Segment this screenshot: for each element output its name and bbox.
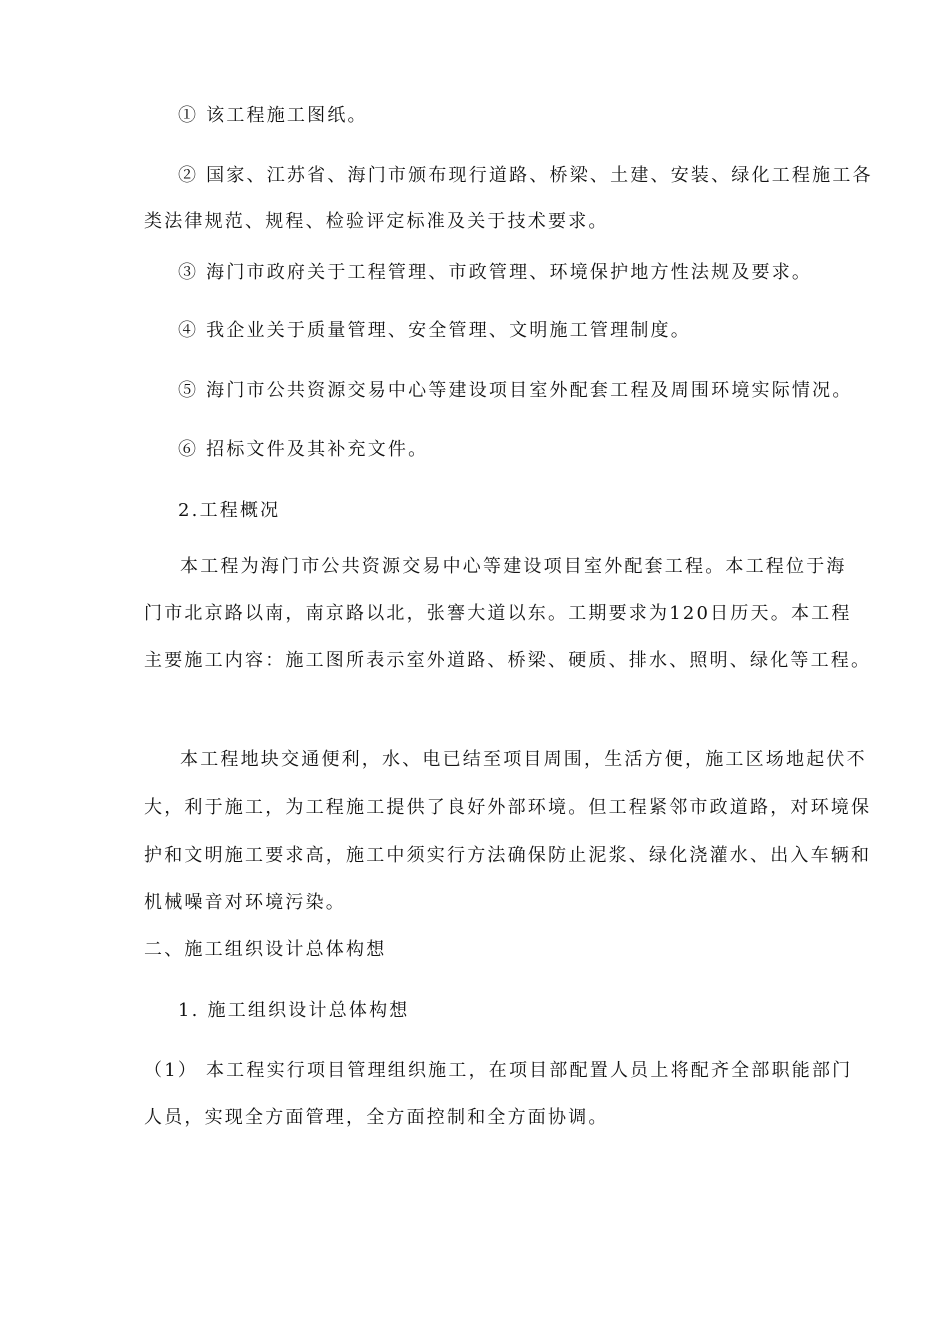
item-1-line-2: 人员，实现全方面管理，全方面控制和全方面协调。 — [144, 1107, 609, 1128]
environment-line-2: 大，利于施工，为工程施工提供了良好外部环境。但工程紧邻市政道路，对环境保 — [144, 797, 872, 818]
basis-item-2: ② 国家、江苏省、海门市颁布现行道路、桥梁、土建、安装、绿化工程施工各 — [178, 165, 873, 186]
basis-item-5: ⑤ 海门市公共资源交易中心等建设项目室外配套工程及周围环境实际情况。 — [178, 380, 853, 401]
section-2-heading: 2.工程概况 — [178, 500, 281, 521]
basis-item-1: ① 该工程施工图纸。 — [178, 105, 368, 126]
environment-line-1: 本工程地块交通便利，水、电已结至项目周围，生活方便，施工区场地起伏不 — [180, 749, 867, 770]
item-1-line-1: （1） 本工程实行项目管理组织施工，在项目部配置人员上将配齐全部职能部门 — [144, 1060, 853, 1081]
overview-line-3: 主要施工内容：施工图所表示室外道路、桥梁、硬质、排水、照明、绿化等工程。 — [144, 650, 872, 671]
overview-line-2: 门市北京路以南，南京路以北，张謇大道以东。工期要求为120日历天。本工程 — [144, 603, 852, 624]
subsection-1-heading: 1. 施工组织设计总体构想 — [178, 1000, 410, 1021]
basis-item-4: ④ 我企业关于质量管理、安全管理、文明施工管理制度。 — [178, 320, 691, 341]
overview-line-1: 本工程为海门市公共资源交易中心等建设项目室外配套工程。本工程位于海 — [180, 556, 847, 577]
basis-item-2-continued: 类法律规范、规程、检验评定标准及关于技术要求。 — [144, 211, 609, 232]
basis-item-6: ⑥ 招标文件及其补充文件。 — [178, 439, 429, 460]
basis-item-3: ③ 海门市政府关于工程管理、市政管理、环境保护地方性法规及要求。 — [178, 262, 813, 283]
environment-line-4: 机械噪音对环境污染。 — [144, 892, 346, 913]
chapter-2-heading: 二、施工组织设计总体构想 — [144, 939, 387, 960]
environment-line-3: 护和文明施工要求高，施工中须实行方法确保防止泥浆、绿化浇灌水、出入车辆和 — [144, 845, 872, 866]
